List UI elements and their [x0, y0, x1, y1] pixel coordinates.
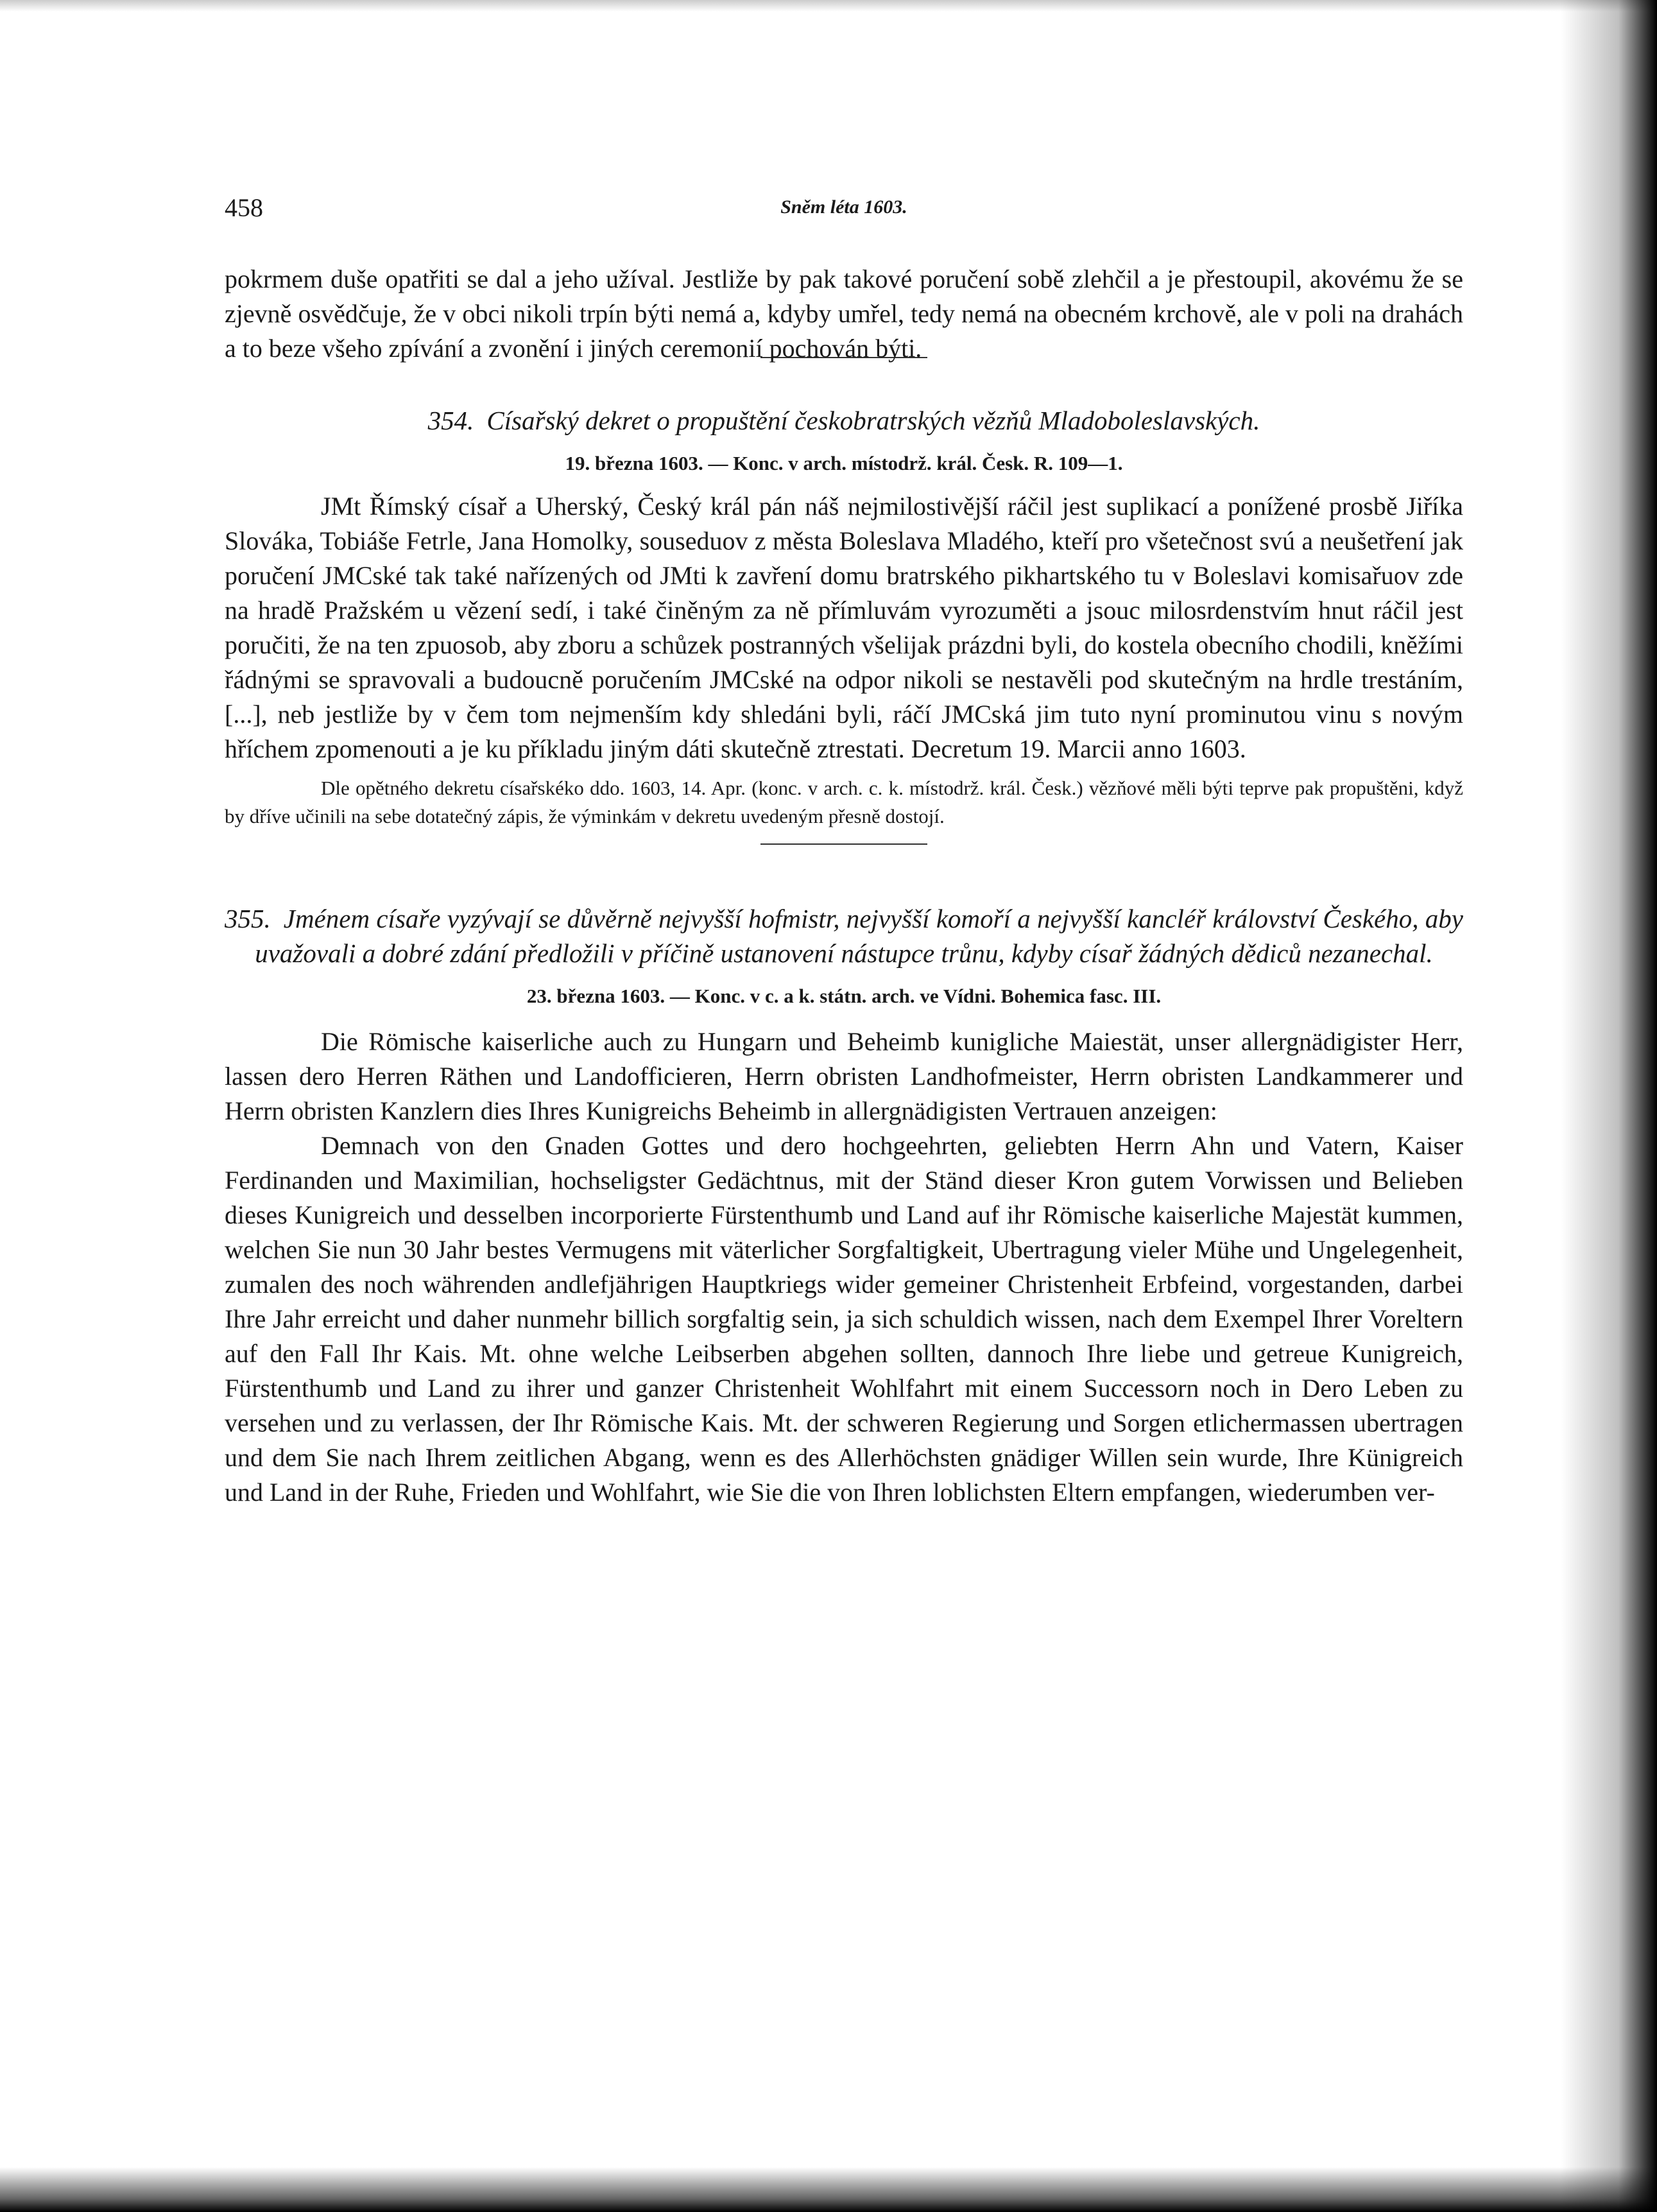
document-354-number: 354. [427, 406, 474, 435]
running-title: Sněm léta 1603. [780, 196, 907, 218]
scan-bottom-border [0, 2167, 1657, 2212]
document-354-source: 19. března 1603. — Konc. v arch. místodrž. král. Česk. R. 109—1. [565, 452, 1123, 474]
scan-top-shadow [0, 0, 1657, 12]
document-355-number: 355. [225, 904, 271, 933]
carryover-paragraph: pokrmem duše opatřiti se dal a jeho užíval. Jestliže by pak takové poručení sobě zlehčil a je přestoupil, akovému že se zjevně osvědčuje, že v obci nikoli trpín býti nemá a, kdyby umřel, tedy nemá na obecném krchově, ale v poli na drahách a to beze všeho zpívání a zvonění i jiných ceremonií pochován býti. [225, 264, 1463, 363]
document-354-paragraph: JMt Římský císař a Uherský, Český král pán náš nejmilostivější ráčil jest suplikací a ponížené prosbě Jiříka Slováka, Tobiáše Fetrle, Jana Homolky, souseduov z města Boleslava Mladého, kteří pro všetečnost svú a neušetření jak poručení JMCské tak také nařízených od JMti k zavření domu bratrského pikhartského tu v Boleslavi komisařuov zde na hradě Pražském u vězení sedí, i také činěným za ně přímluvám vyrozuměti a jsouc milosrdenstvím hnut ráčil jest poručiti, že na ten zpuosob, aby zboru a schůzek postranných všelijak prázdni byli, do kostela obecního chodili, kněžími řádnými se spravovali a budoucně poručením JMCské na odpor nikoli se nestavěli pod skutečným na hrdle trestáním, [...], neb jestliže by v čem tom nejmenším kdy shledáni byli, ráčí JMCská jim tuto nyní prominutou vinu s novým hříchem zpomenouti a je ku příkladu jiným dáti skutečně ztrestati. Decretum 19. Marcii anno 1603. [225, 492, 1463, 763]
document-354-title: Císařský dekret o propuštění českobratrských vězňů Mladoboleslavských. [486, 406, 1260, 435]
document-354 [225, 403, 1463, 831]
document-355 [225, 901, 1463, 1510]
document-354-note: Dle opětného dekretu císařskéko ddo. 1603, 14. Apr. (konc. v arch. c. k. místodrž. král. Česk.) vězňové měli býti teprve pak propuštěni, když by dříve učinili na sebe dotatečný zápis, že výminkám v dekretu uvedeným přesně dostojí. [225, 777, 1463, 827]
document-355-heading [225, 901, 1463, 971]
book-page [225, 193, 1463, 1510]
section-divider [760, 843, 927, 845]
document-355-paragraph-1: Die Römische kaiserliche auch zu Hungarn und Beheimb kunigliche Maiestät, unser allergnädigister Herr, lassen dero Herren Räthen und Landofficieren, Herrn obristen Landhofmeister, Herrn obristen Landkammerer und Herrn obristen Kanzlern dies Ihres Kunigreichs Beheimb in allergnädigisten Vertrauen anzeigen: [225, 1027, 1463, 1125]
scan-right-border [1561, 0, 1657, 2212]
page-number: 458 [225, 193, 263, 222]
document-355-paragraph-2: Demnach von den Gnaden Gottes und dero hochgeehrten, geliebten Herrn Ahn und Vatern, Kaiser Ferdinanden und Maximilian, hochseligster Gedächtnus, mit der Ständ dieser Kron gutem Vorwissen und Belieben dieses Kunigreich und desselben incorporierte Fürstenthumb und Land auf ihr Römische kaiserliche Majestät kummen, welchen Sie nun 30 Jahr bestes Vermugens mit väterlicher Sorgfaltigkeit, Ubertragung vieler Mühe und Ungelegenheit, zumalen des noch währenden andlefjährigen Hauptkriegs wider gemeiner Christenheit Erbfeind, vorgestanden, darbei Ihre Jahr erreicht und daher nunmehr billich sorgfaltig sein, ja sich schuldich wissen, nach dem Exempel Ihrer Voreltern auf den Fall Ihr Kais. Mt. ohne welche Leibserben abgehen sollten, dannoch Ihre liebe und getreue Kunigreich, Fürstenthumb und Land zu ihrer und ganzer Christenheit Wohlfahrt mit einem Successorn noch in Dero Leben zu versehen und zu verlassen, der Ihr Römische Kais. Mt. der schweren Regierung und Sorgen etlichermassen ubertragen und dem Sie nach Ihrem zeitlichen Abgang, wenn es des Allerhöchsten gnädiger Willen sein wurde, Ihre Künigreich und Land in der Ruhe, Frieden und Wohlfahrt, wie Sie die von Ihren loblichsten Eltern empfangen, wiederumben ver- [225, 1131, 1463, 1507]
document-355-title: Jménem císaře vyzývají se důvěrně nejvyšší hofmistr, nejvyšší komoří a nejvyšší kancléř království Českého, aby uvažovali a dobré zdání předložili v příčině ustanovení nástupce trůnu, kdyby císař žádných dědiců nezanechal. [255, 904, 1463, 968]
document-354-heading [225, 403, 1463, 438]
running-head [225, 193, 1463, 231]
document-355-source: 23. března 1603. — Konc. v c. a k. státn. arch. ve Vídni. Bohemica fasc. III. [526, 985, 1162, 1007]
